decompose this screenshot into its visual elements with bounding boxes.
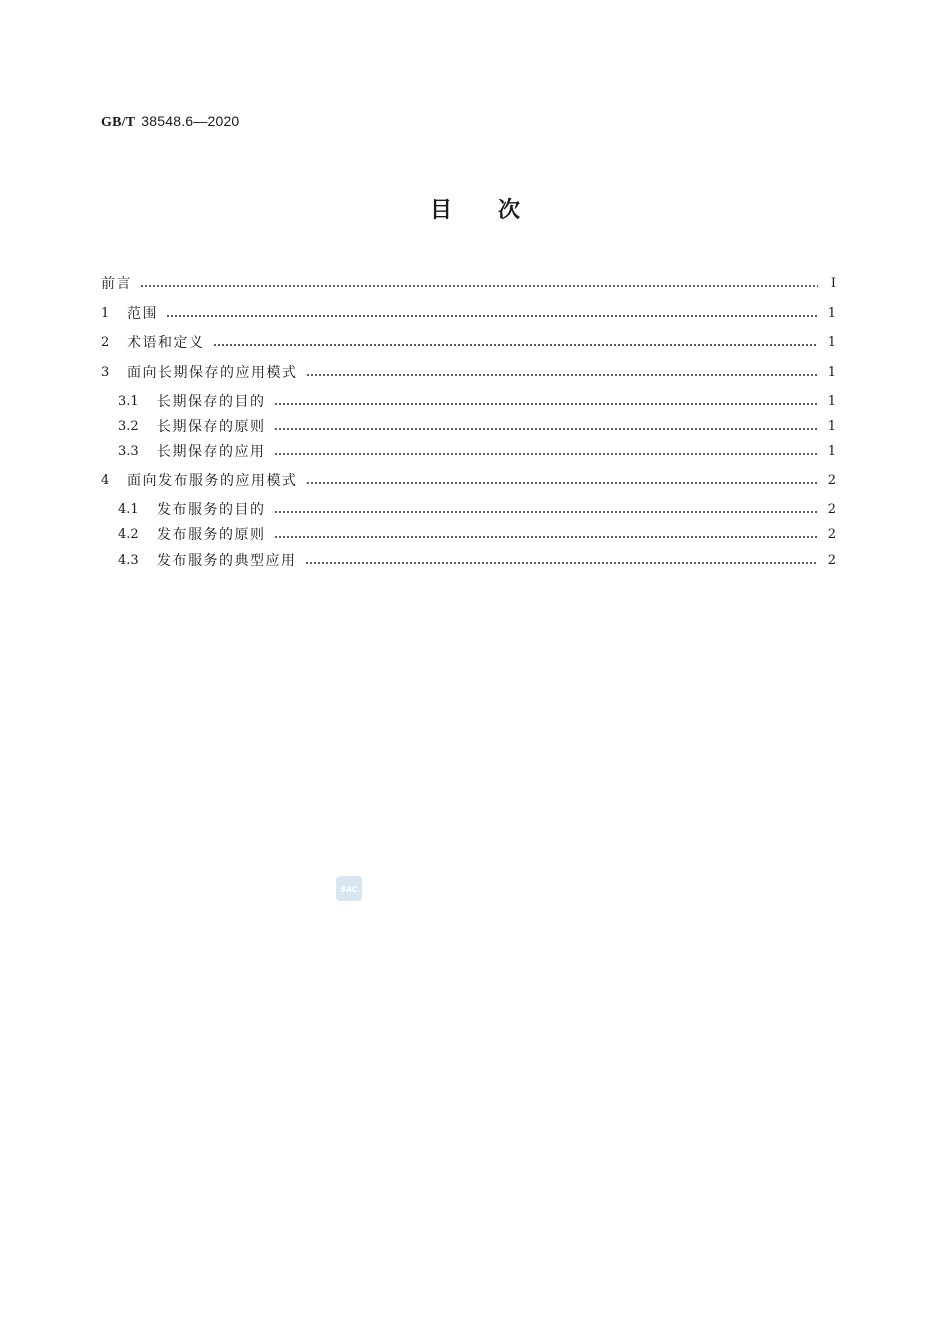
toc-leader-dots (213, 344, 819, 346)
toc-entry-page: 1 (827, 305, 836, 321)
toc-entry-page: 2 (827, 472, 836, 488)
toc-entry-number: 4 (101, 472, 110, 488)
toc-entry-label: 术语和定义 (127, 335, 205, 351)
toc-leader-dots (305, 562, 819, 564)
toc-entry-label: 面向发布服务的应用模式 (127, 473, 298, 489)
toc-entry-4-3[interactable] (101, 548, 836, 572)
toc-entry-preface[interactable] (101, 271, 836, 295)
toc-entry-page: 2 (827, 501, 836, 517)
toc-entry-4-2[interactable] (101, 522, 836, 546)
toc-entry-1[interactable] (101, 301, 836, 325)
toc-entry-3-3[interactable] (101, 439, 836, 463)
toc-entry-number: 1 (101, 305, 110, 321)
toc-entry-4-1[interactable] (101, 497, 836, 521)
toc-leader-dots (274, 536, 819, 538)
toc-entry-label: 发布服务的原则 (157, 527, 266, 543)
toc-title: 目次 (429, 198, 566, 223)
standard-code-prefix: GB/T (101, 115, 136, 130)
toc-leader-dots (274, 453, 819, 455)
toc-leader-dots (274, 511, 819, 513)
toc-entry-4[interactable] (101, 468, 836, 492)
sac-watermark-text: SAC (340, 885, 358, 894)
toc-entry-label: 长期保存的应用 (157, 444, 266, 460)
toc-entry-3-1[interactable] (101, 389, 836, 413)
toc-entry-page: 2 (827, 552, 836, 568)
toc-entry-page: Ⅰ (830, 275, 836, 291)
toc-entry-page: 2 (827, 526, 836, 542)
toc-entry-page: 1 (827, 393, 836, 409)
toc-entry-number: 2 (101, 334, 110, 350)
toc-entry-number: 3 (101, 364, 110, 380)
toc-entry-page: 1 (827, 418, 836, 434)
toc-entry-label: 范围 (127, 306, 158, 322)
toc-entry-number: 3.2 (118, 418, 139, 434)
toc-leader-dots (140, 285, 818, 287)
toc-leader-dots (306, 374, 819, 376)
toc-entry-label: 长期保存的目的 (157, 394, 266, 410)
toc-entry-number: 3.3 (118, 443, 139, 459)
standard-code-number: 38548.6—2020 (141, 113, 240, 129)
toc-entry-3[interactable] (101, 360, 836, 384)
standard-code (101, 113, 239, 131)
toc-entry-label: 发布服务的目的 (157, 502, 266, 518)
toc-entry-number: 3.1 (118, 393, 139, 409)
sac-watermark-logo (336, 876, 362, 901)
toc-entry-label: 前言 (101, 276, 132, 292)
toc-leader-dots (306, 482, 819, 484)
toc-entry-label: 面向长期保存的应用模式 (127, 365, 298, 381)
toc-leader-dots (274, 428, 819, 430)
toc-leader-dots (274, 403, 819, 405)
toc-entry-label: 长期保存的原则 (157, 419, 266, 435)
toc-leader-dots (166, 315, 818, 317)
toc-entry-page: 1 (827, 443, 836, 459)
toc-entry-3-2[interactable] (101, 414, 836, 438)
toc-entry-2[interactable] (101, 330, 836, 354)
toc-entry-page: 1 (827, 334, 836, 350)
toc-entry-page: 1 (827, 364, 836, 380)
toc-entry-number: 4.1 (118, 501, 139, 517)
toc-entry-label: 发布服务的典型应用 (157, 553, 297, 569)
toc-entry-number: 4.3 (118, 552, 139, 568)
toc-entry-number: 4.2 (118, 526, 139, 542)
